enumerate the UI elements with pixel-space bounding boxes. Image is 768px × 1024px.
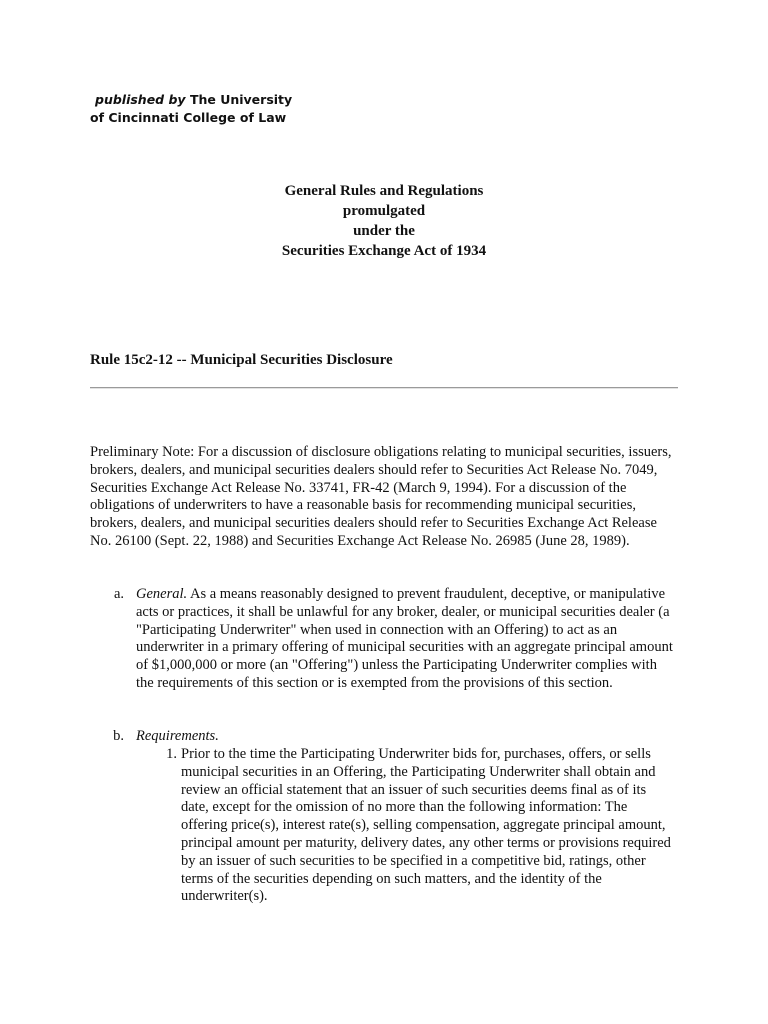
rule-heading: Rule 15c2-12 -- Municipal Securities Disclosure [90,352,393,368]
section-a [113,586,676,693]
section-b [113,728,676,905]
publisher-line-2: of Cincinnati College of Law [90,110,287,125]
title-line-1: General Rules and Regulations [284,183,484,199]
section-a-text: As a means reasonably designed to prevent fraudulent, deceptive, or manipulative acts or practices, it shall be unlawful for any broker, dealer, or municipal securities dealer (a "Participating Underwriter" when used in connection with an Offering) to act as an underwriter in a primary offering of municipal securities with an aggregate principal amount of $1,000,000 or more (an "Offering") unless the Participating Underwriter complies with the requirements of this section or is exempted from the provisions of this section. [136,586,673,691]
section-b-item-1-marker: 1. [166,746,177,762]
title-line-3: under the [353,223,415,239]
publisher-line-1 [90,91,292,109]
section-b-marker: b. [113,728,124,744]
horizontal-divider [90,387,678,389]
section-a-marker: a. [113,586,124,602]
title-line-2: promulgated [342,203,426,219]
section-b-item-1 [166,746,677,906]
publisher-credit [90,91,292,127]
document-title [0,181,768,261]
publisher-name: The University [189,92,293,107]
preliminary-note: Preliminary Note: For a discussion of disclosure obligations relating to municipal securities, issuers, brokers, dealers, and municipal securities dealers should refer to Securities Act Release No. 7049, Securities Exchange Act Release No. 33741, FR-42 (March 9, 1994). For a discussion of the obligations of underwriters to have a reasonable basis for recommending municipal securities, brokers, dealers, and municipal securities dealers should refer to Securities Exchange Act Release No. 26100 (Sept. 22, 1988) and Securities Exchange Act Release No. 26985 (June 28, 1989). [90,444,672,549]
section-b-heading: Requirements. [136,728,219,744]
section-b-item-1-text: Prior to the time the Participating Underwriter bids for, purchases, offers, or sells municipal securities in an Offering, the Participating Underwriter shall obtain and review an official statement that an issuer of such securities deems final as of its date, except for the omission of no more than the following information: The offering price(s), interest rate(s), selling compensation, aggregate principal amount, principal amount per maturity, delivery dates, any other terms or provisions required by an issuer of such securities to be specified in a competitive bid, ratings, other terms of the securities depending on such matters, and the identity of the underwriter(s). [181,746,671,905]
title-line-4: Securities Exchange Act of 1934 [281,243,487,259]
section-a-heading: General. [136,586,188,602]
published-by-label: published by [95,92,186,107]
